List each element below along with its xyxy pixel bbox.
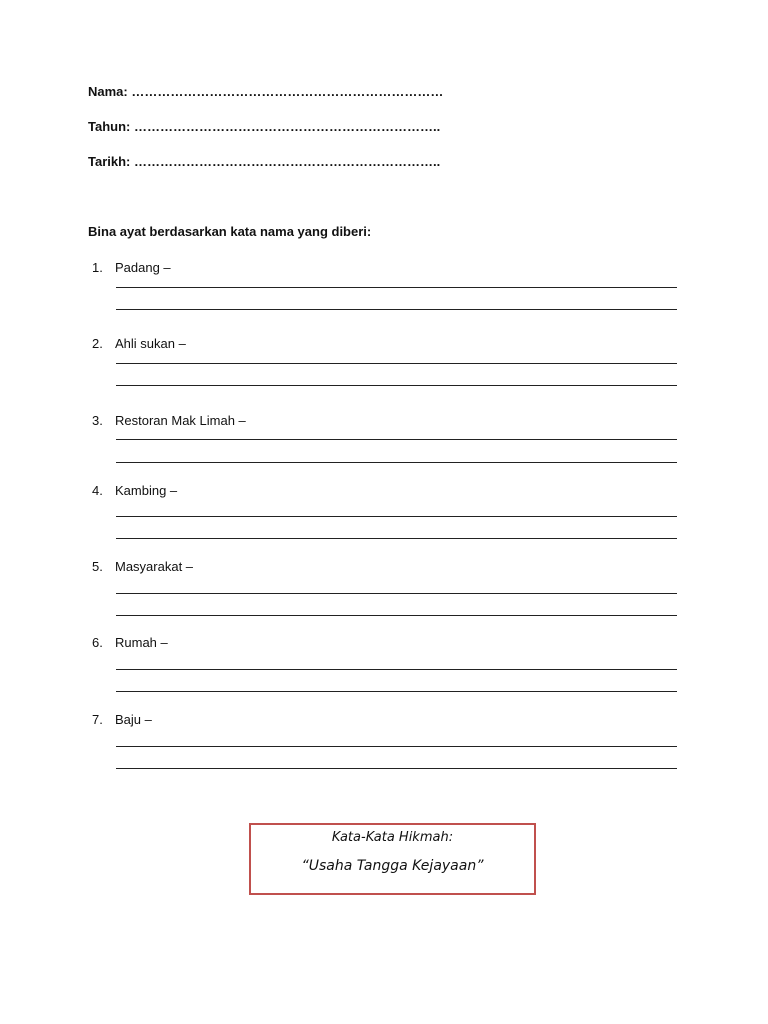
date-field-label: Tarikh: ……………………………………………………………..	[88, 154, 441, 169]
question-number: 1.	[92, 260, 103, 275]
answer-line[interactable]	[116, 516, 677, 517]
answer-line[interactable]	[116, 593, 677, 594]
question-word: Restoran Mak Limah –	[115, 413, 246, 428]
quote-box	[249, 823, 536, 895]
question-number: 5.	[92, 559, 103, 574]
answer-line[interactable]	[116, 439, 677, 440]
question-item	[0, 336, 768, 396]
question-word: Padang –	[115, 260, 171, 275]
answer-line[interactable]	[116, 768, 677, 769]
question-item	[0, 260, 768, 320]
question-number: 7.	[92, 712, 103, 727]
quote-title: Kata-Kata Hikmah:	[331, 830, 454, 845]
answer-line[interactable]	[116, 615, 677, 616]
question-item	[0, 712, 768, 772]
year-field-label: Tahun: ……………………………………………………………..	[88, 119, 441, 134]
answer-line[interactable]	[116, 363, 677, 364]
answer-line[interactable]	[116, 309, 677, 310]
name-field-label: Nama: ………………………………………………………………	[88, 84, 444, 99]
question-number: 2.	[92, 336, 103, 351]
answer-line[interactable]	[116, 669, 677, 670]
question-item	[0, 635, 768, 695]
question-word: Baju –	[115, 712, 152, 727]
question-word: Kambing –	[115, 483, 178, 498]
question-item	[0, 413, 768, 473]
question-number: 4.	[92, 483, 103, 498]
answer-line[interactable]	[116, 691, 677, 692]
question-word: Masyarakat –	[115, 559, 194, 574]
question-number: 3.	[92, 413, 103, 428]
question-number: 6.	[92, 635, 103, 650]
answer-line[interactable]	[116, 287, 677, 288]
question-word: Rumah –	[115, 635, 168, 650]
answer-line[interactable]	[116, 385, 677, 386]
answer-line[interactable]	[116, 462, 677, 463]
instruction-text: Bina ayat berdasarkan kata nama yang diberi:	[88, 224, 372, 239]
question-item	[0, 483, 768, 543]
answer-line[interactable]	[116, 746, 677, 747]
quote-text: “Usaha Tangga Kejayaan”	[301, 858, 484, 874]
question-item	[0, 559, 768, 619]
question-word: Ahli sukan –	[115, 336, 186, 351]
answer-line[interactable]	[116, 538, 677, 539]
